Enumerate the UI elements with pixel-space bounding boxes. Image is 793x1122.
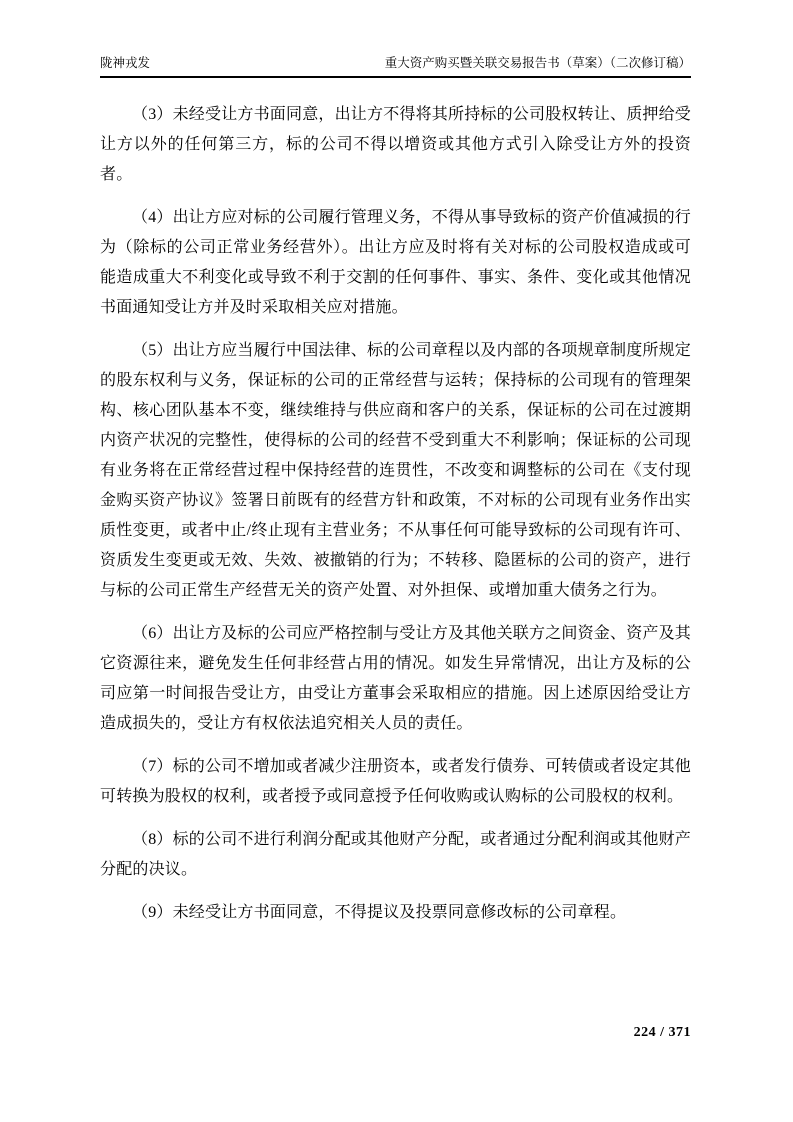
paragraph-item-6: （6）出让方及标的公司应严格控制与受让方及其他关联方之间资金、资产及其它资源往来，避免发生任何非经营占用的情况。如发生异常情况，出让方及标的公司应第一时间报告受让方，由受让方董事会采取相应的措施。因上述原因给受让方造成损失的，受让方有权依法追究相关人员的责任。 (100, 625, 692, 732)
paragraph-item-5: （5）出让方应当履行中国法律、标的公司章程以及内部的各项规章制度所规定的股东权利与义务，保证标的公司的正常经营与运转；保持标的公司现有的管理架构、核心团队基本不变，继续维持与供应商和客户的关系，保证标的公司在过渡期内资产状况的完整性，使得标的公司的经营不受到重大不利影响；保证标的公司现有业务将在正常经营过程中保持经营的连贯性，不改变和调整标的公司在《支付现金购买资产协议》签署日前既有的经营方针和政策，不对标的公司现有业务作出实质性变更，或者中止/终止现有主营业务；不从事任何可能导致标的公司现有许可、资质发生变更或无效、失效、被撤销的行为；不转移、隐匿标的公司的资产，进行与标的公司正常生产经营无关的资产处置、对外担保、或增加重大债务之行为。 (100, 342, 692, 599)
paragraph-item-8: （8）标的公司不进行利润分配或其他财产分配，或者通过分配利润或其他财产分配的决议。 (100, 831, 692, 878)
paragraph-item-4: （4）出让方应对标的公司履行管理义务，不得从事导致标的资产价值减损的行为（除标的公司正常业务经营外）。出让方应及时将有关对标的公司股权造成或可能造成重大不利变化或导致不利于交割的任何事件、事实、条件、变化或其他情况书面通知受让方并及时采取相关应对措施。 (100, 209, 692, 316)
paragraph-item-9: （9）未经受让方书面同意，不得提议及投票同意修改标的公司章程。 (132, 904, 627, 921)
page-footer (100, 1025, 691, 1041)
paragraph-item-3: （3）未经受让方书面同意，出让方不得将其所持标的公司股权转让、质押给受让方以外的任何第三方，标的公司不得以增资或其他方式引入除受让方外的投资者。 (100, 106, 692, 183)
paragraph-item-7: （7）标的公司不增加或者减少注册资本，或者发行债券、可转债或者设定其他可转换为股权的权利，或者授予或同意授予任何收购或认购标的公司股权的权利。 (100, 758, 692, 805)
header-company-name: 陇神戎发 (100, 56, 151, 70)
page-number: 224 / 371 (633, 1025, 691, 1040)
page-header (100, 55, 691, 78)
document-body (100, 88, 691, 928)
header-report-title: 重大资产购买暨关联交易报告书（草案）（二次修订稿） (384, 56, 691, 70)
